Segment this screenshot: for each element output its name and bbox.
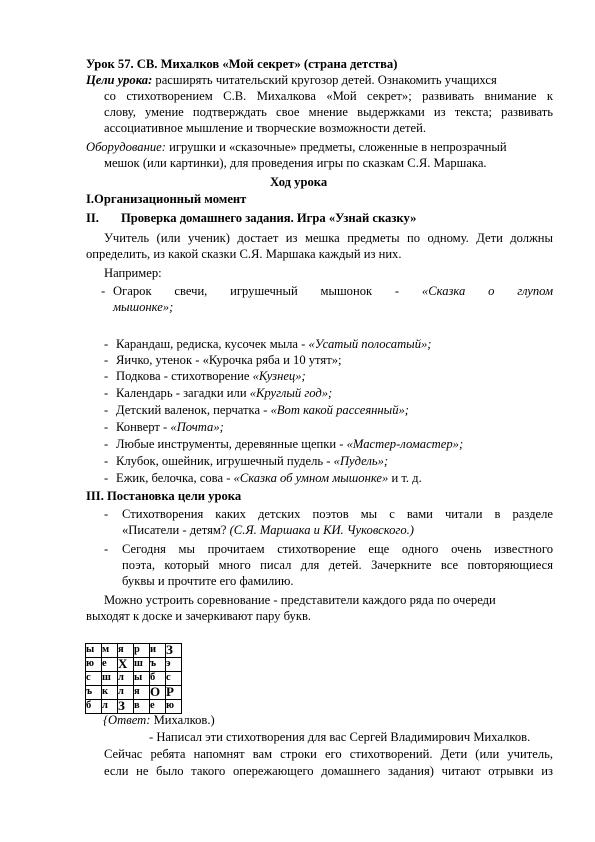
puzzle-cell: с (166, 672, 182, 686)
puzzle-cell: м (102, 644, 118, 658)
goal-item-line-1: Стихотворения каких детских поэтов мы с вами читали в разделе (122, 507, 553, 521)
list-item-continuation: мышонке»; (113, 300, 174, 314)
goals-line-2: со стихотворением С.В. Михалкова «Мой секрет»; развивать внимание к (104, 89, 553, 103)
puzzle-cell: с (86, 672, 102, 686)
list-item-dash: - (104, 403, 109, 417)
list-item-dash: - (104, 369, 109, 383)
puzzle-cell: З (118, 700, 134, 714)
list-item (116, 402, 409, 418)
puzzle-cell: в (134, 700, 150, 714)
list-item-dash: - (104, 337, 109, 351)
section-3-heading: III. Постановка цели урока (86, 489, 242, 503)
list-item-title: «Мастер-ломастер»; (346, 437, 464, 451)
list-item-dash: - (104, 386, 109, 400)
list-item (116, 436, 463, 452)
list-item (116, 470, 422, 486)
puzzle-row (86, 686, 182, 700)
goals-text-1: расширять читательский кругозор детей. Ознакомить учащихся (155, 73, 497, 87)
puzzle-cell: б (86, 700, 102, 714)
puzzle-cell: ъ (86, 686, 102, 700)
para1-line-1: Учитель (или ученик) достает из мешка предметы по одному. Дети должны (104, 231, 553, 245)
goals-label: Цели урока: (86, 73, 153, 87)
goal-item-line-2 (122, 522, 414, 538)
puzzle-cell: Р (166, 686, 182, 700)
list-item-dash: - (104, 454, 109, 468)
competition-line-2: выходят к доске и зачеркивают пару букв. (86, 609, 312, 623)
puzzle-cell: З (166, 644, 182, 658)
puzzle-cell: л (118, 686, 134, 700)
goal-item-answer: (С.Я. Маршака и КИ. Чуковского.) (229, 523, 414, 537)
equipment-label: Оборудование: (86, 140, 166, 154)
list-item (116, 352, 342, 368)
list-item-text: Конверт - (116, 420, 171, 434)
goals-line-1 (86, 72, 553, 88)
puzzle-cell: ю (86, 658, 102, 672)
example-label: Например: (104, 266, 162, 280)
list-item-title: «Вот какой рассеянный»; (270, 403, 409, 417)
answer-value: Михалков.) (150, 713, 215, 727)
list-item-text: Огарок свечи, игрушечный мышонок - (113, 284, 422, 298)
puzzle-cell: е (150, 700, 166, 714)
goal-item-dash: - (104, 507, 109, 521)
lesson-title: Урок 57. СВ. Михалков «Мой секрет» (страна детства) (86, 57, 398, 71)
list-item-text: Календарь - загадки или (116, 386, 250, 400)
puzzle-cell: ш (102, 672, 118, 686)
goal-item-question: «Писатели - детям? (122, 523, 230, 537)
puzzle-cell: я (134, 686, 150, 700)
list-item-text: Ежик, белочка, сова - (116, 471, 234, 485)
equipment-line-1 (86, 139, 553, 155)
section-2-title: Проверка домашнего задания. Игра «Узнай сказку» (121, 211, 417, 225)
list-item (116, 385, 332, 401)
equipment-line-2: мешок (или картинки), для проведения игры по сказкам С.Я. Маршака. (104, 156, 487, 170)
section-1-heading: I.Организационный момент (86, 192, 247, 206)
list-item-dash: - (104, 353, 109, 367)
puzzle-cell: р (134, 644, 150, 658)
list-item-title: «Сказка о глупом (421, 284, 554, 298)
list-item (116, 336, 432, 352)
list-item (116, 453, 388, 469)
list-item (116, 368, 306, 384)
goals-line-4: ассоциативное мышление и творческие возможности детей. (104, 121, 427, 135)
equipment-text-1: игрушки и «сказочные» предметы, сложенные в непрозрачный (169, 140, 507, 154)
list-item-text: Подкова - стихотворение (116, 369, 253, 383)
puzzle-cell: я (118, 644, 134, 658)
closing-line-3: если не было такого опережающего домашнего задания) читают отрывки из (104, 764, 553, 778)
puzzle-cell: б (150, 672, 166, 686)
list-item-text: Клубок, ошейник, игрушечный пудель - (116, 454, 334, 468)
para1-line-2: определить, из какой сказки С.Я. Маршака каждый из них. (86, 247, 402, 261)
puzzle-cell: и (150, 644, 166, 658)
list-item-tail: и т. д. (388, 471, 422, 485)
puzzle-cell: О (150, 686, 166, 700)
list-item-text: Яичко, утенок - «Курочка ряба и 10 утят»; (116, 353, 342, 367)
competition-line-1: Можно устроить соревнование - представители каждого ряда по очереди (104, 593, 496, 607)
puzzle-cell: ы (134, 672, 150, 686)
goal-item-line-1: Сегодня мы прочитаем стихотворение еще одного очень известного (122, 542, 553, 556)
puzzle-row (86, 644, 182, 658)
list-item-title: «Пудель»; (333, 454, 389, 468)
list-item-title: «Круглый год»; (249, 386, 333, 400)
puzzle-cell: Х (118, 658, 134, 672)
answer-bracket: { (103, 713, 109, 727)
list-item-dash: - (104, 437, 109, 451)
goals-line-3: слову, умение подтверждать свое мнение выдержками из текста; развивать (104, 105, 553, 119)
goal-item-line-2: поэта, который много писал для детей. Зачеркните все повторяющиеся (122, 558, 553, 572)
puzzle-cell: л (118, 672, 134, 686)
puzzle-cell: л (102, 700, 118, 714)
section-2-number: II. (86, 211, 99, 225)
list-item-title: «Усатый полосатый»; (308, 337, 432, 351)
list-item (113, 283, 553, 299)
list-item-dash: - (101, 284, 106, 298)
puzzle-cell: ы (86, 644, 102, 658)
list-item (116, 419, 224, 435)
list-item-text: Детский валенок, перчатка - (116, 403, 271, 417)
list-item-title: «Сказка об умном мышонке» (233, 471, 389, 485)
list-item-dash: - (104, 471, 109, 485)
list-item-text: Карандаш, редиска, кусочек мыла - (116, 337, 309, 351)
list-item-title: «Почта»; (170, 420, 224, 434)
list-item-title: «Кузнец»; (252, 369, 306, 383)
puzzle-cell: к (102, 686, 118, 700)
goal-item-dash: - (104, 542, 109, 556)
puzzle-cell: ъ (150, 658, 166, 672)
puzzle-cell: е (102, 658, 118, 672)
closing-line-2: Сейчас ребята напомнят вам строки его стихотворений. Дети (или учитель, (104, 747, 553, 761)
answer-line (103, 712, 215, 728)
goal-item-line-3: буквы и прочтите его фамилию. (122, 574, 294, 588)
section-2-heading (86, 210, 417, 226)
puzzle-row (86, 658, 182, 672)
puzzle-cell: ш (134, 658, 150, 672)
answer-label: Ответ: (108, 713, 151, 727)
closing-line-1: - Написал эти стихотворения для вас Сергей Владимирович Михалков. (149, 730, 531, 744)
course-heading: Ход урока (270, 175, 328, 189)
list-item-text: Любые инструменты, деревянные щепки - (116, 437, 347, 451)
list-item-dash: - (104, 420, 109, 434)
puzzle-cell: э (166, 658, 182, 672)
letter-puzzle-grid (85, 643, 182, 714)
puzzle-cell: ю (166, 700, 182, 714)
